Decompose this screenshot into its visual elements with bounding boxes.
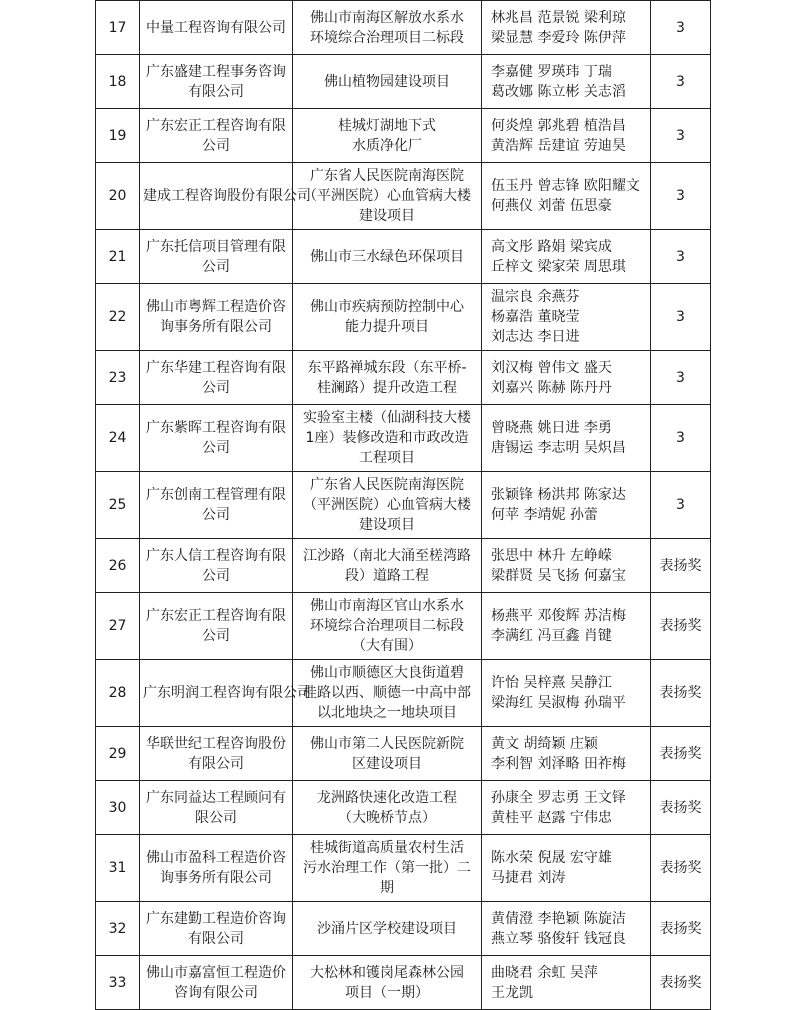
row-number: 19 xyxy=(96,109,140,163)
company-cell xyxy=(140,351,293,405)
personnel-line: 温宗良 余燕芬 xyxy=(491,289,580,305)
company-name-line: 广东宏正工程咨询有限 xyxy=(146,117,286,134)
company-name-line: 有限公司 xyxy=(188,930,244,947)
project-name-line: 环境综合治理项目二标段 xyxy=(310,29,464,46)
personnel-line: 李满红 冯亘鑫 肖键 xyxy=(491,628,612,644)
company-name-line: 公司 xyxy=(202,567,230,584)
project-name-line: 沙涌片区学校建设项目 xyxy=(317,920,457,937)
personnel-line: 唐锡运 李志明 吴炽昌 xyxy=(491,440,626,456)
project-cell xyxy=(293,956,482,1010)
personnel-cell xyxy=(482,660,651,727)
project-name-line: 东平路禅城东段（东平桥- xyxy=(307,359,467,376)
company-cell xyxy=(140,902,293,956)
personnel-line: 伍玉丹 曾志锋 欧阳耀文 xyxy=(491,178,640,194)
table-row xyxy=(96,781,711,835)
company-name-line: 广东人信工程咨询有限 xyxy=(146,547,286,564)
row-number: 24 xyxy=(96,405,140,472)
project-name-line: 佛山市南海区官山水系水 xyxy=(310,598,464,614)
personnel-cell xyxy=(482,405,651,472)
company-name-line: 询事务所有限公司 xyxy=(160,870,272,886)
award-cell: 表扬奖 xyxy=(651,660,711,727)
table-row xyxy=(96,593,711,660)
personnel-cell xyxy=(482,727,651,781)
company-cell xyxy=(140,781,293,835)
personnel-line: 刘嘉兴 陈赫 陈丹丹 xyxy=(491,379,612,396)
table-row xyxy=(96,109,711,163)
table-row xyxy=(96,902,711,956)
project-name-line: 环境综合治理项目二标段 xyxy=(310,618,464,634)
personnel-line: 王龙凯 xyxy=(491,984,533,1001)
project-cell xyxy=(293,55,482,109)
personnel-line: 葛改娜 陈立彬 关志滔 xyxy=(491,83,626,100)
company-name-line: 公司 xyxy=(202,440,230,456)
award-cell: 表扬奖 xyxy=(651,781,711,835)
project-cell xyxy=(293,284,482,351)
personnel-line: 李嘉健 罗瑛玮 丁瑞 xyxy=(491,63,612,80)
table-body xyxy=(96,1,711,1010)
award-cell: 3 xyxy=(651,230,711,284)
company-name-line: 有限公司 xyxy=(188,755,244,772)
award-cell: 3 xyxy=(651,405,711,472)
personnel-cell xyxy=(482,1,651,55)
project-name-line: （平洲医院）心血管病大楼 xyxy=(303,188,471,204)
project-name-line: 项目（一期） xyxy=(345,984,429,1001)
company-name-line: 公司 xyxy=(202,137,230,154)
personnel-line: 何苹 李靖妮 孙蕾 xyxy=(491,507,598,523)
project-name-line: 区建设项目 xyxy=(352,755,422,772)
company-name-line: 佛山市盈科工程造价咨 xyxy=(146,850,286,866)
project-name-line: 1座）装修改造和市政改造 xyxy=(305,430,469,446)
table-row xyxy=(96,284,711,351)
company-name-line: 公司 xyxy=(202,507,230,523)
award-cell: 表扬奖 xyxy=(651,956,711,1010)
project-cell xyxy=(293,472,482,539)
award-cell: 3 xyxy=(651,55,711,109)
project-name-line: （大晚桥节点） xyxy=(338,809,436,826)
personnel-line: 黄浩辉 岳建谊 劳迪昊 xyxy=(491,137,626,154)
personnel-line: 曲晓君 余虹 吴萍 xyxy=(491,964,598,981)
project-name-line: 广东省人民医院南海医院 xyxy=(310,477,464,493)
table-row xyxy=(96,539,711,593)
project-name-line: 桂城街道高质量农村生活 xyxy=(310,840,464,856)
project-name-line: （大有围） xyxy=(352,638,422,654)
company-name-line: 广东明润工程咨询有限公司 xyxy=(143,685,311,701)
personnel-line: 梁群贤 吴飞扬 何嘉宝 xyxy=(491,567,626,584)
personnel-line: 何燕仪 刘蕾 伍思豪 xyxy=(491,198,612,214)
personnel-line: 杨嘉浩 董晓莹 xyxy=(491,309,580,325)
project-name-line: 佛山市三水绿色环保项目 xyxy=(310,248,464,265)
company-cell xyxy=(140,472,293,539)
personnel-line: 丘梓文 梁家荣 周思琪 xyxy=(491,258,626,275)
award-cell: 3 xyxy=(651,109,711,163)
project-name-line: 龙洲路快速化改造工程 xyxy=(317,789,457,806)
project-name-line: 段）道路工程 xyxy=(345,567,429,584)
personnel-cell xyxy=(482,284,651,351)
project-name-line: 建设项目 xyxy=(359,517,415,533)
award-cell: 表扬奖 xyxy=(651,539,711,593)
row-number: 23 xyxy=(96,351,140,405)
project-name-line: 大松林和镬岗尾森林公园 xyxy=(310,964,464,981)
company-name-line: 佛山市嘉富恒工程造价 xyxy=(146,964,286,981)
project-cell xyxy=(293,781,482,835)
company-cell xyxy=(140,163,311,230)
personnel-line: 张思中 林升 左峥嵘 xyxy=(491,547,612,564)
award-cell: 3 xyxy=(651,163,711,230)
personnel-line: 孙康全 罗志勇 王文铎 xyxy=(491,789,626,806)
company-name-line: 中量工程咨询有限公司 xyxy=(146,19,286,36)
project-cell xyxy=(293,539,482,593)
table-row xyxy=(96,835,711,902)
project-name-line: 佛山植物园建设项目 xyxy=(324,73,450,90)
award-cell: 表扬奖 xyxy=(651,902,711,956)
company-cell xyxy=(140,956,293,1010)
company-name-line: 公司 xyxy=(202,258,230,275)
row-number: 17 xyxy=(96,1,140,55)
personnel-line: 李利智 刘泽略 田祚梅 xyxy=(491,755,626,772)
personnel-cell xyxy=(482,902,651,956)
table-row xyxy=(96,163,711,230)
row-number: 30 xyxy=(96,781,140,835)
project-name-line: 桂城灯湖地下式 xyxy=(338,117,436,134)
company-cell xyxy=(140,660,311,727)
company-cell xyxy=(140,727,293,781)
row-number: 33 xyxy=(96,956,140,1010)
company-name-line: 广东建勤工程造价咨询 xyxy=(146,910,286,927)
personnel-cell xyxy=(482,55,651,109)
personnel-cell xyxy=(482,163,651,230)
project-name-line: 江沙路（南北大涌至槎湾路 xyxy=(303,547,471,564)
personnel-line: 马捷君 刘涛 xyxy=(491,870,566,886)
project-name-line: 期 xyxy=(380,880,394,896)
company-cell xyxy=(140,1,293,55)
personnel-line: 高文彤 路娟 梁宾成 xyxy=(491,238,612,255)
project-cell xyxy=(293,1,482,55)
table-row xyxy=(96,405,711,472)
personnel-cell xyxy=(482,230,651,284)
company-cell xyxy=(140,835,293,902)
company-name-line: 广东盛建工程事务咨询 xyxy=(146,63,286,80)
table-row xyxy=(96,727,711,781)
award-cell: 3 xyxy=(651,284,711,351)
company-name-line: 公司 xyxy=(202,628,230,644)
personnel-cell xyxy=(482,781,651,835)
project-name-line: 工程项目 xyxy=(359,450,415,466)
company-cell xyxy=(140,539,293,593)
table-row xyxy=(96,351,711,405)
table-row xyxy=(96,55,711,109)
company-name-line: 华联世纪工程咨询股份 xyxy=(146,735,286,752)
row-number: 25 xyxy=(96,472,140,539)
award-cell: 3 xyxy=(651,1,711,55)
personnel-cell xyxy=(482,835,651,902)
personnel-line: 何炎煌 郭兆碧 植浩昌 xyxy=(491,117,626,134)
personnel-line: 黄倩澄 李艳颖 陈旋洁 xyxy=(491,910,626,927)
project-cell xyxy=(293,902,482,956)
personnel-cell xyxy=(482,593,651,660)
row-number: 20 xyxy=(96,163,140,230)
personnel-line: 许怡 吴梓熹 吴静江 xyxy=(491,675,612,691)
row-number: 21 xyxy=(96,230,140,284)
project-cell xyxy=(293,727,482,781)
award-cell: 表扬奖 xyxy=(651,593,711,660)
company-cell xyxy=(140,230,293,284)
project-name-line: 桂路以西、顺德一中高中部 xyxy=(303,685,471,701)
project-name-line: 污水治理工作（第一批）二 xyxy=(303,860,471,876)
personnel-line: 刘志达 李日进 xyxy=(491,329,580,345)
company-cell xyxy=(140,284,293,351)
company-cell xyxy=(140,55,293,109)
award-list-table xyxy=(95,0,711,1010)
project-cell xyxy=(293,405,482,472)
personnel-line: 黄文 胡绮颖 庄颖 xyxy=(491,735,598,752)
table-row xyxy=(96,1,711,55)
project-cell xyxy=(293,109,482,163)
project-name-line: 建设项目 xyxy=(359,208,415,224)
personnel-cell xyxy=(482,472,651,539)
award-cell: 3 xyxy=(651,351,711,405)
row-number: 26 xyxy=(96,539,140,593)
company-cell xyxy=(140,593,293,660)
company-name-line: 广东华建工程咨询有限 xyxy=(146,359,286,376)
personnel-cell xyxy=(482,109,651,163)
award-cell: 表扬奖 xyxy=(651,835,711,902)
company-name-line: 广东同益达工程顾问有 xyxy=(146,789,286,806)
project-cell xyxy=(293,593,482,660)
project-name-line: （平洲医院）心血管病大楼 xyxy=(303,497,471,513)
personnel-line: 曾晓燕 姚日进 李勇 xyxy=(491,420,612,436)
row-number: 28 xyxy=(96,660,140,727)
table-row xyxy=(96,230,711,284)
company-name-line: 广东紫晖工程咨询有限 xyxy=(146,420,286,436)
personnel-line: 梁海红 吴淑梅 孙瑞平 xyxy=(491,695,626,711)
company-cell xyxy=(140,405,293,472)
project-name-line: 佛山市南海区解放水系水 xyxy=(310,9,464,26)
project-name-line: 能力提升项目 xyxy=(345,319,429,335)
project-name-line: 水质净化厂 xyxy=(352,137,422,154)
project-name-line: 佛山市疾病预防控制中心 xyxy=(310,299,464,315)
project-cell xyxy=(293,351,482,405)
project-cell xyxy=(293,660,482,727)
company-name-line: 广东托信项目管理有限 xyxy=(146,238,286,255)
personnel-cell xyxy=(482,539,651,593)
company-name-line: 询事务所有限公司 xyxy=(160,319,272,335)
award-cell: 3 xyxy=(651,472,711,539)
company-name-line: 佛山市粤辉工程造价咨 xyxy=(146,299,286,315)
personnel-line: 黄桂平 赵露 宁伟忠 xyxy=(491,809,612,826)
row-number: 27 xyxy=(96,593,140,660)
company-name-line: 广东创南工程管理有限 xyxy=(146,487,286,503)
project-name-line: 实验室主楼（仙湖科技大楼 xyxy=(303,410,471,426)
row-number: 32 xyxy=(96,902,140,956)
row-number: 29 xyxy=(96,727,140,781)
project-cell xyxy=(293,230,482,284)
row-number: 31 xyxy=(96,835,140,902)
project-name-line: 佛山市顺德区大良街道碧 xyxy=(310,665,464,681)
project-name-line: 桂澜路）提升改造工程 xyxy=(317,379,457,396)
company-name-line: 限公司 xyxy=(195,809,237,826)
company-name-line: 有限公司 xyxy=(188,83,244,100)
personnel-cell xyxy=(482,956,651,1010)
project-name-line: 以北地块之一地块项目 xyxy=(317,705,457,721)
project-name-line: 广东省人民医院南海医院 xyxy=(310,168,464,184)
personnel-line: 张颖锋 杨洪邦 陈家达 xyxy=(491,487,626,503)
table-row xyxy=(96,956,711,1010)
personnel-line: 刘汉梅 曾伟文 盛天 xyxy=(491,359,612,376)
project-cell xyxy=(293,163,482,230)
award-cell: 表扬奖 xyxy=(651,727,711,781)
personnel-line: 梁显慧 李爱玲 陈伊萍 xyxy=(491,29,626,46)
project-cell xyxy=(293,835,482,902)
row-number: 22 xyxy=(96,284,140,351)
table-row xyxy=(96,660,711,727)
row-number: 18 xyxy=(96,55,140,109)
project-name-line: 佛山市第二人民医院新院 xyxy=(310,735,464,752)
company-name-line: 公司 xyxy=(202,379,230,396)
company-cell xyxy=(140,109,293,163)
company-name-line: 广东宏正工程咨询有限 xyxy=(146,608,286,624)
table-row xyxy=(96,472,711,539)
company-name-line: 建成工程咨询股份有限公司 xyxy=(143,188,311,204)
personnel-line: 林兆昌 范景锐 梁利琼 xyxy=(491,9,626,26)
personnel-line: 燕立琴 骆俊轩 钱冠良 xyxy=(491,930,626,947)
personnel-line: 陈水荣 倪晟 宏守雄 xyxy=(491,850,612,866)
personnel-line: 杨燕平 邓俊辉 苏洁梅 xyxy=(491,608,626,624)
company-name-line: 咨询有限公司 xyxy=(174,984,258,1001)
personnel-cell xyxy=(482,351,651,405)
